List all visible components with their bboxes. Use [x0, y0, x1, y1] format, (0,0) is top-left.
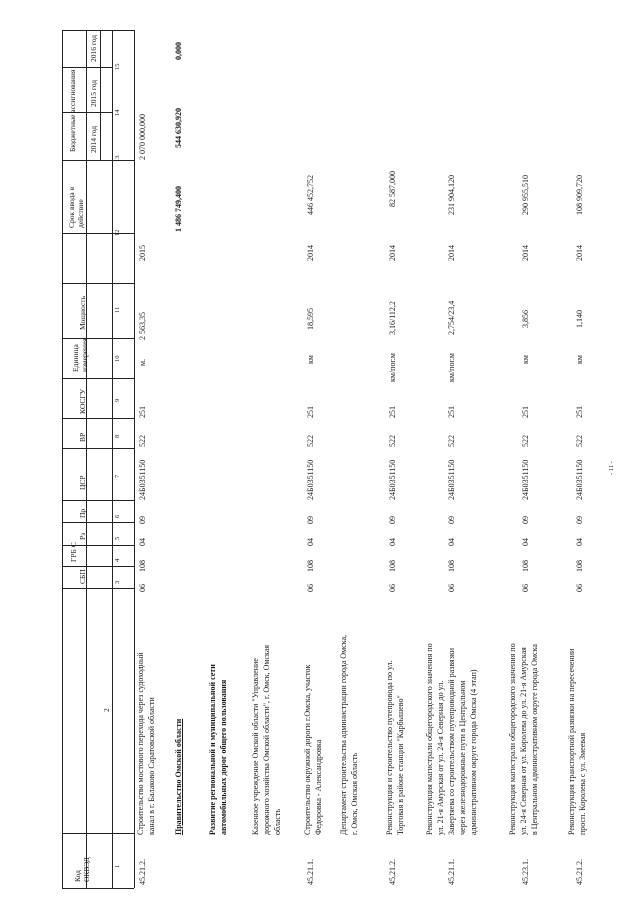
row-text-line: ул. 21-я Амурская от ул. 24-я Северная до ул. — [436, 680, 445, 835]
row-2014: 108 909,720 — [575, 175, 584, 215]
row-grbs: 108 — [138, 560, 147, 572]
row-term: 2014 — [575, 245, 584, 261]
row-vr: 522 — [575, 435, 584, 447]
row-term: 2014 — [388, 245, 397, 261]
row-okved: 45.21.2. — [138, 859, 147, 885]
row-vr: 522 — [388, 435, 397, 447]
row-2014: 290 955,510 — [521, 175, 530, 215]
row-okved: 45.21.2. — [388, 859, 397, 885]
col-num-9: 9 — [114, 398, 121, 402]
row-vr: 522 — [306, 435, 315, 447]
row-rz: 04 — [575, 538, 584, 546]
header-unit: Единица измерения — [71, 338, 89, 372]
row-rz: 04 — [521, 538, 530, 546]
header-csr: ЦСР — [78, 475, 87, 490]
page-number: - 11 - — [608, 461, 615, 475]
row-text-line: в Центральном административном округе города Омска — [530, 644, 539, 835]
row-power: 2,754/23,4 — [447, 300, 456, 335]
row-kosgu: 251 — [138, 406, 147, 418]
row-grbs: 108 — [447, 560, 456, 572]
col-num-6: 6 — [114, 514, 121, 518]
col-num-15: 15 — [114, 63, 121, 70]
row-text-line: Завертяева со строительством путепроводной развязки — [447, 647, 456, 835]
row-2016: 0,000 — [174, 42, 183, 60]
row-sbp: 06 — [447, 584, 456, 592]
row-vr: 522 — [447, 435, 456, 447]
header-vr: ВР — [78, 432, 87, 442]
row-rz: 04 — [138, 538, 147, 546]
row-vr: 522 — [138, 435, 147, 447]
row-text-line: Казенное учреждение Омской области "Управление — [251, 658, 260, 835]
row-text-line: Развитие региональной и муниципальной сети — [208, 664, 217, 835]
col-num-10: 10 — [114, 355, 121, 362]
row-term: 2015 — [138, 245, 147, 261]
header-sbp: СБП — [78, 569, 87, 584]
col-num-3: 3 — [114, 580, 121, 584]
row-csr: 24Б0351150 — [521, 459, 530, 500]
row-term: 2014 — [447, 245, 456, 261]
col-num-7: 7 — [114, 474, 121, 478]
header-budget: Бюджетные ассигнования — [68, 69, 77, 152]
row-text-line: канал в г. Балаково Саратовской области — [147, 697, 156, 835]
col-num-5: 5 — [114, 536, 121, 540]
row-text-line: Строительство мостового перехода через судоходный — [136, 652, 145, 835]
row-text-line: Реконструкция и строительство путепровода по ул. — [385, 660, 394, 835]
row-text-line: административном округе города Омска (4 этап) — [469, 669, 478, 835]
row-kosgu: 251 — [575, 406, 584, 418]
row-2014: 231 904,120 — [447, 175, 456, 215]
row-vr: 522 — [521, 435, 530, 447]
row-pr: 09 — [388, 516, 397, 524]
col-num-14: 14 — [114, 109, 121, 116]
row-text-line: автомобильных дорог общего пользования — [219, 679, 228, 835]
row-text-line: Реконструкция магистрали общегородского значения по — [425, 643, 434, 835]
row-rz: 04 — [447, 538, 456, 546]
row-text-line: область — [273, 808, 282, 835]
row-text-line: через железнодорожные пути в Центральном — [458, 680, 467, 835]
row-csr: 24Б0351150 — [138, 459, 147, 500]
header-2016: 2016 год — [89, 34, 98, 62]
row-unit: м. — [138, 358, 147, 366]
row-sbp: 06 — [521, 584, 530, 592]
row-pr: 09 — [447, 516, 456, 524]
row-term: 2014 — [521, 245, 530, 261]
row-pr: 09 — [306, 516, 315, 524]
row-kosgu: 251 — [306, 406, 315, 418]
row-text-line: Реконструкция магистрали общегородского значения по — [508, 643, 517, 835]
row-grbs: 108 — [306, 560, 315, 572]
row-term: 2014 — [306, 245, 315, 261]
row-text-line: г. Омск, Омская область — [350, 752, 359, 835]
header-grbs: ГРБ С — [69, 542, 78, 562]
header-kosgu: КОСГУ — [78, 389, 87, 414]
row-text-line: ул. 24-я Северная от ул. Королева до ул. 21-я Амурская — [519, 647, 528, 835]
row-sbp: 06 — [138, 584, 147, 592]
row-text-line: Строительство окружной дороги г.Омска, участок — [303, 664, 312, 835]
row-kosgu: 251 — [447, 406, 456, 418]
row-2015: 544 630,920 — [174, 108, 183, 148]
row-grbs: 108 — [521, 560, 530, 572]
row-sbp: 06 — [388, 584, 397, 592]
row-power: 3,856 — [521, 310, 530, 328]
header-pr: Пр — [78, 508, 87, 518]
row-text-line: дорожного хозяйства Омской области", г. Омск, Омская — [262, 644, 271, 835]
row-unit: км — [306, 355, 315, 364]
row-2014: 446 452,752 — [306, 175, 315, 215]
row-pr: 09 — [521, 516, 530, 524]
row-okved: 45.23.1. — [521, 859, 530, 885]
row-csr: 24Б0351150 — [447, 459, 456, 500]
row-sbp: 06 — [306, 584, 315, 592]
row-2015: 2 070 000,000 — [138, 114, 147, 160]
row-text-line: Торговая в районе станции "Карбышево" — [396, 695, 405, 835]
col-num-4: 4 — [114, 558, 121, 562]
row-pr: 09 — [575, 516, 584, 524]
row-2014: 1 486 749,400 — [174, 186, 183, 232]
header-power: Мощность — [78, 296, 87, 330]
row-csr: 24Б0351150 — [575, 459, 584, 500]
header-kod-okved: Код ОКВЭД — [73, 857, 91, 882]
row-text-line: Департамент строительства администрации города Омска, — [339, 635, 348, 835]
row-kosgu: 251 — [388, 406, 397, 418]
col-num-13: 13 — [114, 155, 121, 162]
row-okved: 45.21.2. — [575, 859, 584, 885]
row-power: 1,140 — [575, 310, 584, 328]
col-num-11: 11 — [114, 306, 121, 313]
row-unit: км/пог.м — [447, 353, 456, 382]
row-text-line: Федоровка - Александровка — [314, 739, 323, 835]
row-power: 2 563,35 — [138, 312, 147, 340]
row-power: 3,16/112,2 — [388, 301, 397, 335]
header-term: Срок ввода в действие — [67, 186, 85, 228]
row-unit: км/пог.м — [388, 353, 397, 382]
col-num-1: 1 — [114, 864, 121, 868]
row-power: 18,595 — [306, 308, 315, 330]
row-okved: 45.21.1. — [447, 859, 456, 885]
header-text-col: 2 — [102, 708, 111, 712]
row-csr: 24Б0351150 — [388, 459, 397, 500]
row-section-title: Правительство Омской области — [174, 718, 183, 835]
row-rz: 04 — [388, 538, 397, 546]
row-2014: 82 587,000 — [388, 171, 397, 207]
row-text-line: просп. Королева с ул. Змеевая — [578, 732, 587, 835]
col-num-8: 8 — [114, 434, 121, 438]
row-rz: 04 — [306, 538, 315, 546]
header-rz: Рз — [78, 532, 87, 540]
row-unit: км — [575, 355, 584, 364]
row-csr: 24Б0351150 — [306, 459, 315, 500]
row-unit: км — [521, 355, 530, 364]
row-sbp: 06 — [575, 584, 584, 592]
header-2015: 2015 год — [89, 79, 98, 107]
row-pr: 09 — [138, 516, 147, 524]
row-grbs: 108 — [388, 560, 397, 572]
row-kosgu: 251 — [521, 406, 530, 418]
row-text-line: Реконструкция транспортной развязки на пересечении — [567, 648, 576, 835]
col-num-12: 12 — [114, 229, 121, 236]
header-2014: 2014 год — [89, 125, 98, 153]
row-okved: 45.21.1. — [306, 859, 315, 885]
row-grbs: 108 — [575, 560, 584, 572]
